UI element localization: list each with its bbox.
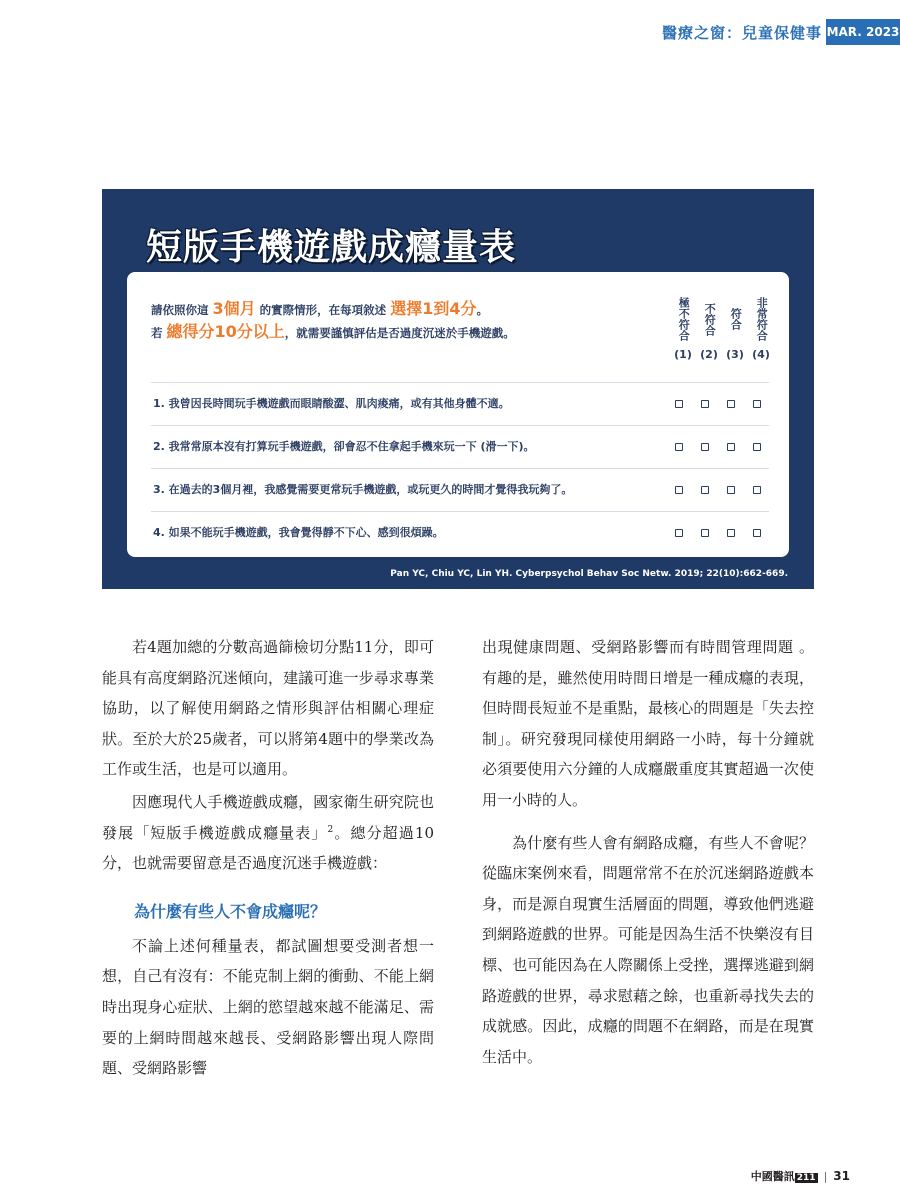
scale-number: (4) — [752, 348, 770, 361]
paragraph: 不論上述何種量表，都試圖想要受測者想一想，自己有沒有：不能克制上網的衝動、不能上網時出現身心症狀、上網的慾望越來越不能滿足、需要的上網時間越來越長、受網路影響出現人際問題、受網路影響 — [102, 936, 434, 1078]
scale-number: (3) — [726, 348, 744, 361]
section-title: 醫療之窗：兒童保健事 — [661, 24, 822, 42]
scale-label: 非常符合 — [755, 297, 769, 341]
scale-number: (2) — [700, 348, 718, 361]
scale-label: 符合 — [729, 308, 743, 330]
checkbox[interactable] — [727, 443, 735, 451]
checkbox[interactable] — [753, 400, 761, 408]
checkbox[interactable] — [701, 400, 709, 408]
checkbox[interactable] — [701, 529, 709, 537]
question-row — [151, 468, 769, 510]
questionnaire-card — [127, 272, 789, 557]
right-column — [482, 632, 814, 1072]
paragraph: 為什麼有些人會有網路成癮，有些人不會呢？從臨床案例來看，問題常常不在於沉迷網路遊戲本身，而是源自現實生活層面的問題，導致他們逃避到網路遊戲的世界。可能是因為生活不快樂沒有目標、也可能因為在人際關係上受挫，選擇逃避到網路遊戲的世界，尋求慰藉之餘，也重新尋找失去的成就感。因此，成癮的問題不在網路，而是在現實生活中。 — [482, 833, 814, 1066]
question-text: 1. 我曾因長時間玩手機遊戲而眼睛酸澀、肌肉痠痛，或有其他身體不適。 — [153, 397, 510, 410]
question-row — [151, 382, 769, 424]
highlight-3-months: 3個月 — [212, 299, 256, 318]
checkbox[interactable] — [753, 443, 761, 451]
highlight-score-range: 選擇1到4分 — [390, 299, 477, 318]
checkbox[interactable] — [727, 529, 735, 537]
figure-citation: Pan YC, Chiu YC, Lin YH. Cyberpsychol Behav Soc Netw. 2019; 22(10):662-669. — [390, 569, 788, 579]
question-row — [151, 425, 769, 467]
magazine-name: 中國醫訊 — [750, 1170, 795, 1183]
instruction-text: 請依照你這 3個月 的實際情形，在每項敘述 選擇1到4分。 若 總得分10分以上，就需要謹慎評估是否過度沉迷於手機遊戲。 — [151, 299, 515, 341]
section-heading: 為什麼有些人不會成癮呢？ — [134, 901, 327, 921]
checkbox[interactable] — [675, 486, 683, 494]
scale-header-3 — [722, 290, 748, 363]
scale-header-4 — [748, 290, 774, 363]
scale-label: 極不符合 — [677, 297, 691, 341]
paragraph: 若4題加總的分數高過篩檢切分點11分，即可能具有高度網路沉迷傾向，建議可進一步尋求專業協助，以了解使用網路之情形與評估相關心理症狀。至於大於25歲者，可以將第4題中的學業改為工作或生活，也是可以適用。 — [102, 638, 434, 779]
checkbox[interactable] — [701, 486, 709, 494]
page-number: 31 — [833, 1169, 850, 1183]
issue-date-badge: MAR. 2023 — [826, 19, 900, 45]
issue-number: 211 — [796, 1173, 816, 1183]
checkbox[interactable] — [675, 443, 683, 451]
checkbox[interactable] — [727, 400, 735, 408]
checkbox[interactable] — [727, 486, 735, 494]
page-footer: 中國醫訊 211 | 31 — [750, 1169, 850, 1183]
paragraph: 出現健康問題、受網路影響而有時間管理問題 。有趣的是，雖然使用時間日增是一種成癮的表現，但時間長短並不是重點，最核心的問題是「失去控制」。研究發現同樣使用網路一小時，每十分鐘就必須要使用六分鐘的人成癮嚴重度其實超過一次使用一小時的人。 — [482, 638, 814, 809]
figure-title: 短版手機遊戲成癮量表 — [146, 227, 517, 268]
checkbox[interactable] — [675, 529, 683, 537]
scale-figure — [102, 189, 814, 589]
question-text: 3. 在過去的3個月裡，我感覺需要更常玩手機遊戲，或玩更久的時間才覺得我玩夠了。 — [153, 483, 573, 496]
checkbox[interactable] — [675, 400, 683, 408]
checkbox[interactable] — [701, 443, 709, 451]
highlight-total-score: 總得分10分以上 — [166, 322, 285, 341]
scale-number: (1) — [674, 348, 692, 361]
scale-header-2 — [696, 290, 722, 363]
checkbox[interactable] — [753, 529, 761, 537]
paragraph: 因應現代人手機遊戲成癮，國家衛生研究院也發展「短版手機遊戲成癮量表」$^2$。總分超過10分，也就需要留意是否過度沉迷手機遊戲： — [102, 792, 434, 873]
question-text: 4. 如果不能玩手機遊戲，我會覺得靜不下心、感到很煩躁。 — [153, 526, 444, 539]
scale-header-1 — [670, 290, 696, 363]
left-column — [102, 632, 434, 1084]
checkbox[interactable] — [753, 486, 761, 494]
question-row — [151, 511, 769, 553]
footnote-ref: 2 — [327, 824, 334, 835]
scale-label: 不符合 — [703, 302, 717, 336]
question-text: 2. 我常常原本沒有打算玩手機遊戲，卻會忍不住拿起手機來玩一下 (滑一下)。 — [153, 440, 535, 453]
